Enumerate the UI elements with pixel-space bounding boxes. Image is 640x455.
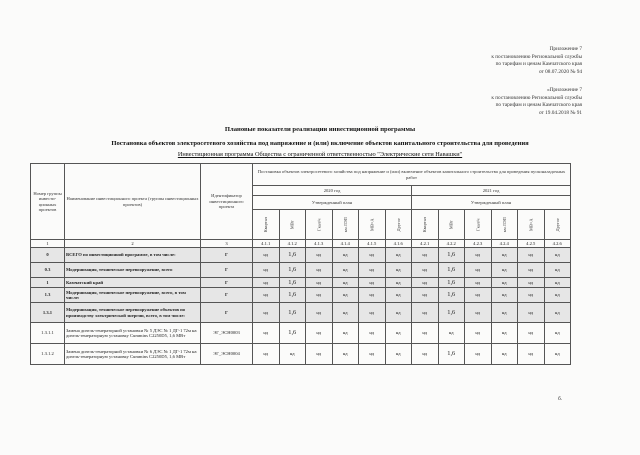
- column-number: 4.1.2: [279, 240, 306, 248]
- row-identifier: Г: [201, 303, 253, 323]
- row-value: нд: [253, 278, 280, 288]
- row-id: 0.3: [31, 263, 65, 278]
- column-number: 4.1.3: [306, 240, 333, 248]
- row-value: нд: [465, 288, 492, 303]
- column-number: 4.2.4: [491, 240, 518, 248]
- column-number: 4.1.5: [359, 240, 386, 248]
- row-value: нд: [465, 344, 492, 365]
- row-value: нд: [253, 323, 280, 344]
- row-value: нд: [385, 303, 412, 323]
- row-value: нд: [332, 288, 359, 303]
- row-value: нд: [359, 278, 386, 288]
- row-project-name: Камчатский край: [65, 278, 201, 288]
- row-value: нд: [306, 344, 333, 365]
- row-value: 1,6: [279, 263, 306, 278]
- row-value: нд: [385, 263, 412, 278]
- row-value: нд: [332, 344, 359, 365]
- row-value: 1,6: [279, 248, 306, 263]
- row-identifier: Г: [201, 263, 253, 278]
- column-number: 3: [201, 240, 253, 248]
- column-number: 4.2.1: [412, 240, 439, 248]
- row-value: нд: [518, 248, 545, 263]
- row-project-name: Модернизация, техническое перевооружение объектов по производству электрической энергии, всего, в том числе:: [65, 303, 201, 323]
- row-value: 1,6: [279, 288, 306, 303]
- row-value: нд: [544, 323, 571, 344]
- row-id: 0: [31, 248, 65, 263]
- row-id: 1.3.1.2: [31, 344, 65, 365]
- row-project-name: ВСЕГО по инвестиционной программе, в том числе:: [65, 248, 201, 263]
- row-value: нд: [332, 323, 359, 344]
- unit-label: МВ×А: [369, 218, 375, 231]
- page-mark: б.: [558, 396, 563, 402]
- row-value: нд: [491, 278, 518, 288]
- col-group-number: Номер группы инвести-ционных проектов: [31, 164, 65, 240]
- unit-label: Гкал/ч: [475, 218, 481, 231]
- table-row: [31, 248, 571, 263]
- unit-header: [332, 210, 359, 240]
- col-project-name: Наименование инвестиционного проекта (группы инвестиционных проектов): [65, 164, 201, 240]
- program-name: Инвестиционная программа Общества с ограниченной ответственностью "Электрические сети Навашки": [177, 151, 463, 158]
- row-value: нд: [253, 303, 280, 323]
- appendix-header: [491, 46, 582, 76]
- row-identifier: Г: [201, 288, 253, 303]
- unit-header: [465, 210, 492, 240]
- unit-label: км ЛЭП: [342, 216, 348, 233]
- row-value: нд: [279, 344, 306, 365]
- column-number: 4.1.1: [253, 240, 280, 248]
- row-value: нд: [518, 344, 545, 365]
- unit-header: [544, 210, 571, 240]
- table-row: [31, 278, 571, 288]
- table-row: [31, 288, 571, 303]
- unit-header: [359, 210, 386, 240]
- row-value: нд: [491, 248, 518, 263]
- row-project-name: Модернизация, техническое перевооружение, всего: [65, 263, 201, 278]
- row-value: нд: [544, 248, 571, 263]
- appendix-prev-line: от 19.04.2018 № 91: [538, 109, 582, 116]
- row-value: нд: [465, 303, 492, 323]
- col-identifier: Идентификатор инвестиционного проекта: [201, 164, 253, 240]
- appendix-line: Приложение 7: [549, 46, 582, 52]
- row-value: нд: [412, 303, 439, 323]
- row-identifier: Г: [201, 248, 253, 263]
- row-value: нд: [359, 303, 386, 323]
- unit-header: [385, 210, 412, 240]
- indicators-table: [30, 163, 571, 365]
- row-value: нд: [518, 303, 545, 323]
- row-value: 1,6: [438, 263, 465, 278]
- row-value: нд: [518, 288, 545, 303]
- row-project-name: Замена дизель-генераторной установки № 5 ДЭС № 1 ДГ-1 72м на дизель-генераторную установку Cummins C2250D5, 1,6 МВт: [65, 323, 201, 344]
- row-value: нд: [359, 263, 386, 278]
- row-value: 1,6: [438, 288, 465, 303]
- row-value: нд: [465, 248, 492, 263]
- row-value: нд: [332, 303, 359, 323]
- row-value: нд: [306, 323, 333, 344]
- row-value: нд: [306, 278, 333, 288]
- appendix-prev-header: [491, 87, 582, 117]
- document-title: Плановые показатели реализации инвестиционной программы: [224, 126, 416, 133]
- col-main-header: Постановка объектов электросетевого хозяйства под напряжение и (или) включение объектов капитального строительства для проведения пусконаладочных работ: [253, 164, 571, 186]
- row-value: нд: [385, 288, 412, 303]
- appendix-prev-line: «Приложение 7: [546, 87, 582, 93]
- appendix-prev-line: по тарифам и ценам Камчатского края: [495, 102, 582, 109]
- row-identifier: ЭГ_ЭСН0004: [201, 344, 253, 365]
- row-identifier: ЭГ_ЭСН0003: [201, 323, 253, 344]
- row-value: нд: [306, 288, 333, 303]
- appendix-line: по тарифам и ценам Камчатского края: [495, 61, 582, 68]
- row-value: нд: [253, 263, 280, 278]
- row-value: нд: [359, 288, 386, 303]
- row-value: нд: [491, 344, 518, 365]
- row-value: нд: [412, 344, 439, 365]
- row-value: нд: [412, 323, 439, 344]
- row-value: нд: [253, 288, 280, 303]
- row-value: нд: [544, 263, 571, 278]
- unit-label: км ЛЭП: [501, 216, 507, 233]
- row-value: нд: [253, 344, 280, 365]
- row-value: нд: [491, 288, 518, 303]
- unit-label: МВт: [448, 220, 454, 229]
- table-row: [31, 323, 571, 344]
- table-row: [31, 344, 571, 365]
- unit-label: МВт: [289, 220, 295, 229]
- row-value: нд: [306, 248, 333, 263]
- column-number: 4.1.4: [332, 240, 359, 248]
- col-approved-2020: Утвержденный план: [253, 196, 412, 210]
- row-value: нд: [465, 278, 492, 288]
- document-subtitle: Постановка объектов электросетевого хозяйства под напряжение и (или) включение объектов капитального строительства для проведения: [111, 140, 529, 147]
- unit-label: Другое: [554, 217, 560, 232]
- row-value: нд: [544, 344, 571, 365]
- unit-header: [253, 210, 280, 240]
- column-number: 4.2.2: [438, 240, 465, 248]
- appendix-line: к постановлению Региональной службы: [491, 53, 582, 60]
- row-identifier: Г: [201, 278, 253, 288]
- row-value: нд: [385, 344, 412, 365]
- row-value: нд: [306, 263, 333, 278]
- row-value: 1,6: [438, 278, 465, 288]
- row-value: нд: [385, 248, 412, 263]
- row-value: нд: [412, 288, 439, 303]
- column-number-row: [31, 240, 571, 248]
- row-value: нд: [491, 263, 518, 278]
- row-id: 1.3: [31, 288, 65, 303]
- unit-label: Гкал/ч: [316, 218, 322, 231]
- row-value: нд: [412, 278, 439, 288]
- row-value: нд: [465, 263, 492, 278]
- row-value: нд: [359, 344, 386, 365]
- row-value: нд: [438, 323, 465, 344]
- unit-label: Другое: [395, 217, 401, 232]
- row-value: нд: [385, 323, 412, 344]
- unit-header: [518, 210, 545, 240]
- table-row: [31, 263, 571, 278]
- table-row: [31, 303, 571, 323]
- row-value: нд: [518, 263, 545, 278]
- unit-label: Квартал: [422, 216, 428, 233]
- row-value: нд: [332, 263, 359, 278]
- row-value: 1,6: [279, 278, 306, 288]
- col-year-2020: 2020 год: [253, 186, 412, 196]
- row-value: нд: [359, 248, 386, 263]
- unit-label: Квартал: [263, 216, 269, 233]
- unit-header: [491, 210, 518, 240]
- row-value: нд: [306, 303, 333, 323]
- column-number: 1: [31, 240, 65, 248]
- row-value: нд: [359, 323, 386, 344]
- row-value: 1,6: [438, 344, 465, 365]
- row-value: 1,6: [279, 323, 306, 344]
- col-year-2021: 2021 год: [412, 186, 571, 196]
- row-value: нд: [332, 278, 359, 288]
- unit-header: [306, 210, 333, 240]
- row-value: 1,6: [438, 303, 465, 323]
- row-value: 1,6: [279, 303, 306, 323]
- appendix-prev-line: к постановлению Региональной службы: [491, 94, 582, 101]
- row-project-name: Модернизация, техническое перевооружение, всего, в том числе:: [65, 288, 201, 303]
- row-project-name: Замена дизель-генераторной установки № 6 ДЭС № 1 ДГ-1 72м на дизель-генераторную установку Cummins C2250D5, 1,6 МВт: [65, 344, 201, 365]
- row-value: нд: [491, 303, 518, 323]
- row-value: нд: [465, 323, 492, 344]
- appendix-line: от 08.07.2020 № 94: [538, 68, 582, 75]
- unit-header: [412, 210, 439, 240]
- column-number: 4.1.6: [385, 240, 412, 248]
- column-number: 2: [65, 240, 201, 248]
- row-value: нд: [385, 278, 412, 288]
- row-value: нд: [491, 323, 518, 344]
- row-value: 1,6: [438, 248, 465, 263]
- row-value: нд: [518, 278, 545, 288]
- row-id: 1: [31, 278, 65, 288]
- unit-header: [438, 210, 465, 240]
- unit-header: [279, 210, 306, 240]
- row-value: нд: [544, 303, 571, 323]
- row-id: 1.3.1: [31, 303, 65, 323]
- column-number: 4.2.5: [518, 240, 545, 248]
- row-value: нд: [412, 248, 439, 263]
- row-value: нд: [544, 278, 571, 288]
- row-value: нд: [332, 248, 359, 263]
- row-id: 1.3.1.1: [31, 323, 65, 344]
- row-value: нд: [518, 323, 545, 344]
- column-number: 4.2.6: [544, 240, 571, 248]
- row-value: нд: [544, 288, 571, 303]
- row-value: нд: [412, 263, 439, 278]
- column-number: 4.2.3: [465, 240, 492, 248]
- unit-label: МВ×А: [528, 218, 534, 231]
- row-value: нд: [253, 248, 280, 263]
- col-approved-2021: Утвержденный план: [412, 196, 571, 210]
